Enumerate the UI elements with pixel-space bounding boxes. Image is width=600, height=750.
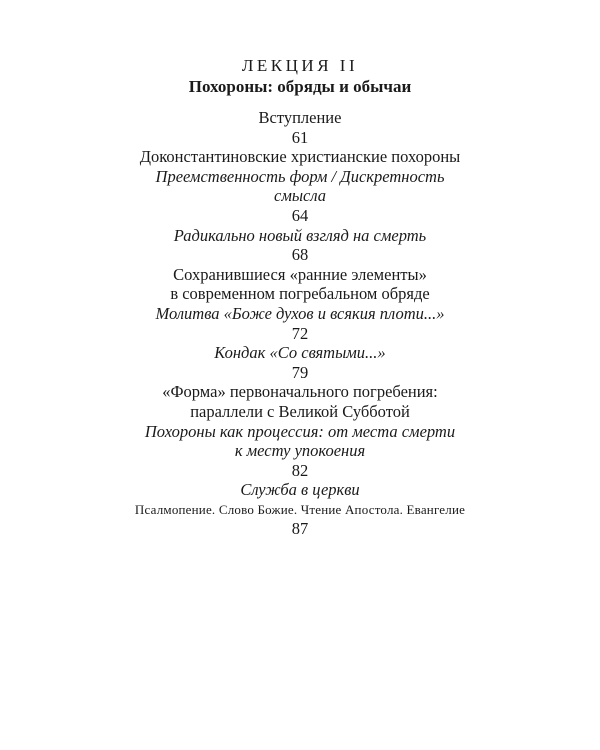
- toc-page-number: 64: [291, 205, 309, 225]
- lecture-label: ЛЕКЦИЯ II: [241, 56, 359, 75]
- toc-subentry-funeral-as-procession: Похороны как процессия: от места смерти: [144, 421, 456, 441]
- toc-entry-surviving-early-elements: Сохранившиеся «ранние элементы»: [173, 264, 427, 284]
- toc-entry-surviving-early-elements-cont: в современном погребальном обряде: [170, 284, 430, 304]
- toc-subentry-continuity-of-forms: Преемственность форм / Дискретность: [155, 166, 445, 186]
- toc-page-number: 61: [291, 127, 309, 147]
- toc-entry-original-burial-form-cont: параллели с Великой Субботой: [190, 401, 410, 421]
- toc-subentry-prayer: Молитва «Боже духов и всякия плоти...»: [155, 303, 445, 323]
- toc-entry-introduction: Вступление: [258, 108, 342, 127]
- toc-entry-original-burial-form: «Форма» первоначального погребения:: [162, 382, 438, 402]
- toc-page-number: 87: [291, 519, 309, 539]
- toc-page-number: 72: [291, 323, 309, 343]
- toc-page-number: 82: [291, 460, 309, 480]
- toc-subentry-funeral-as-procession-cont: к месту упокоения: [234, 441, 366, 461]
- toc-subentry-service-parts: Псалмопение. Слово Божие. Чтение Апостола. Евангелие: [134, 501, 466, 517]
- lecture-title: Похороны: обряды и обычаи: [188, 77, 412, 96]
- toc-subentry-new-view-of-death: Радикально новый взгляд на смерть: [173, 225, 427, 245]
- toc-page-number: 79: [291, 362, 309, 382]
- table-of-contents: [0, 108, 600, 539]
- toc-subentry-kontakion: Кондак «Со святыми...»: [214, 343, 386, 363]
- toc-subentry-continuity-of-forms-cont: смысла: [274, 186, 326, 206]
- toc-page-number: 68: [291, 245, 309, 265]
- toc-subentry-church-service: Служба в церкви: [240, 480, 360, 500]
- toc-entry-pre-constantinian-funerals: Доконстантиновские христианские похороны: [139, 147, 461, 167]
